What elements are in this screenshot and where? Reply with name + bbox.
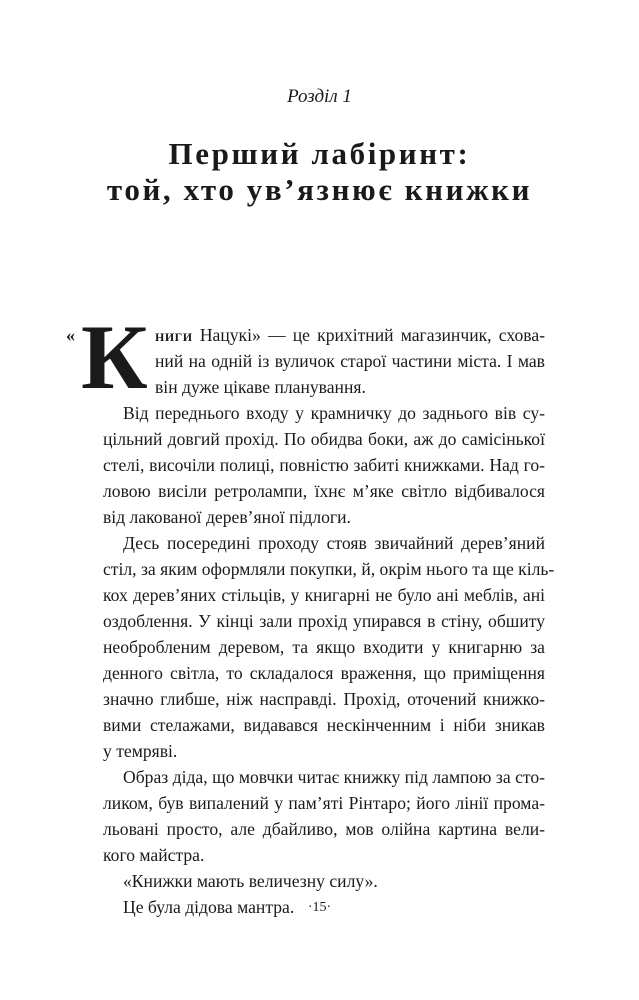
paragraph-2 <box>103 400 545 530</box>
text-line: Від переднього входу у крамничку до заднього вів су- <box>123 403 545 423</box>
text-line: вими стелажами, видавався нескінченним і ніби зникав <box>103 715 545 735</box>
text-line: ниги Нацукі» — це крихітний магазинчик, схова- <box>155 325 545 345</box>
text-line: ликом, був випалений у пам’яті Рінтаро; його лінії прома- <box>103 793 545 813</box>
paragraph-5 <box>103 868 545 894</box>
text-line: Десь посередині проходу стояв звичайний дерев’яний <box>123 533 545 553</box>
text-line: кого майстра. <box>103 845 205 865</box>
lead-word: ниги <box>155 325 193 345</box>
chapter-title-line-2: той, хто ув’язнює книжки <box>106 172 533 207</box>
text-line: «Книжки мають величезну силу». <box>123 871 378 891</box>
text-line: необробленим деревом, та якщо входити у книгарню за <box>103 637 545 657</box>
text-line: оздоблення. У кінці зали прохід упирався в стіну, обшиту <box>103 611 545 631</box>
text-line: кох дерев’яних стільців, у книгарні не було ані меблів, ані <box>103 585 545 605</box>
opening-quote-mark: « <box>66 325 75 345</box>
text-line: денного світла, то складалося враження, що приміщення <box>103 663 545 683</box>
chapter-label: Розділ 1 <box>287 86 352 107</box>
text-line: значно глибше, ніж насправді. Прохід, оточений книжко- <box>103 689 545 709</box>
chapter-body <box>66 306 555 920</box>
chapter-title <box>0 136 639 208</box>
text-line: Образ діда, що мовчки читає книжку під лампою за сто- <box>123 767 545 787</box>
text-line: льовані просто, але дбайливо, мов олійна картина вели- <box>103 819 545 839</box>
chapter-title-line-1: Перший лабіринт: <box>168 136 471 171</box>
page-number: ·15· <box>307 900 332 915</box>
text-line: ловою висіли ретролампи, їхнє м’яке світло відбивалося <box>103 481 545 501</box>
paragraph-3 <box>103 530 555 764</box>
text-line: від лакованої дерев’яної підлоги. <box>103 507 351 527</box>
text-line: ний на одній із вуличок старої частини міста. І мав <box>155 351 545 371</box>
paragraph-4 <box>103 764 545 868</box>
paragraph-1 <box>66 306 545 408</box>
text-line: цільний довгий прохід. По обидва боки, аж до самісінької <box>103 429 545 449</box>
text-line: стіл, за яким оформляли покупки, й, окрім нього та ще кіль- <box>103 559 555 579</box>
drop-cap: К <box>81 306 148 408</box>
text-line: стелі, височіли полиці, повністю забиті книжками. Над го- <box>103 455 545 475</box>
text-line: у темряві. <box>103 741 178 761</box>
text-line: він дуже цікаве планування. <box>155 377 366 397</box>
text-line: Це була дідова мантра. <box>123 897 295 917</box>
